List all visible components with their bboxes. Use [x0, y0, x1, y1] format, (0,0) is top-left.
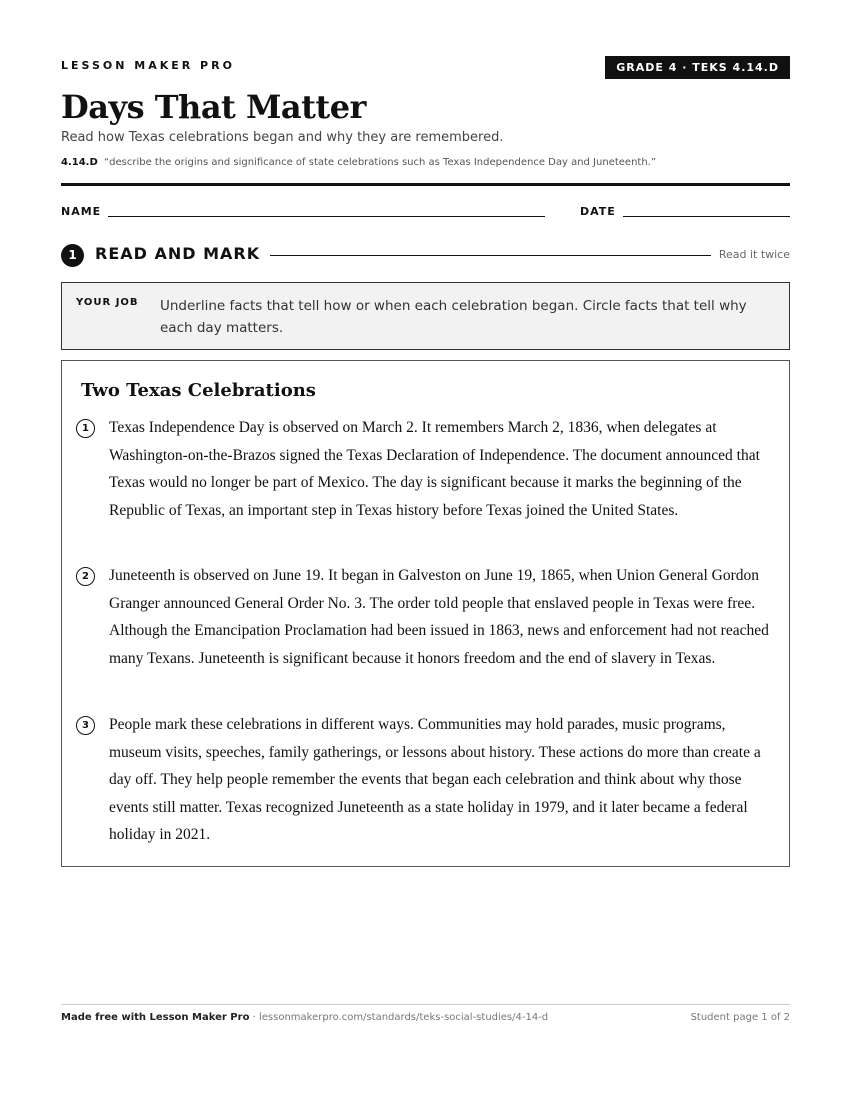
name-date-row: [61, 204, 790, 220]
header-divider: [61, 183, 790, 186]
date-field[interactable]: [623, 216, 790, 217]
section-title: READ AND MARK: [95, 244, 261, 263]
name-field[interactable]: [108, 216, 545, 217]
your-job-instructions: Underline facts that tell how or when each celebration began. Circle facts that tell why each day matters.: [160, 298, 747, 336]
grade-badge: GRADE 4 · TEKS 4.14.D: [605, 56, 790, 79]
reading-passage-box: [61, 360, 790, 867]
your-job-label: YOUR JOB: [76, 297, 139, 308]
date-label: DATE: [580, 205, 616, 218]
standard-line: [61, 157, 656, 168]
footer-separator: ·: [249, 1012, 259, 1023]
paragraph-text[interactable]: Texas Independence Day is observed on March 2. It remembers March 2, 1836, when delegates at Washington-on-the-Brazos signed the Texas Declaration of Independence. The document announced that Texas would no longer be part of Mexico. The day is significant because it marks the beginning of the Republic of Texas, an important step in Texas history before Texas joined the United States.: [109, 419, 760, 519]
standard-text: “describe the origins and significance of state celebrations such as Texas Independence Day and Juneteenth.”: [103, 157, 657, 168]
paragraph-number-badge: 2: [76, 567, 95, 586]
footer-divider: [61, 1004, 790, 1005]
page-title: Days That Matter: [61, 88, 366, 126]
paragraph-number-badge: 1: [76, 419, 95, 438]
step-number-badge: 1: [61, 244, 84, 267]
footer-url[interactable]: lessonmakerpro.com/standards/teks-social-studies/4-14-d: [258, 1012, 549, 1023]
reading-title: Two Texas Celebrations: [81, 380, 316, 401]
your-job-box: [61, 282, 790, 350]
page-header-row: [61, 56, 790, 80]
paragraph-number-badge: 3: [76, 716, 95, 735]
footer-page-info: Student page 1 of 2: [690, 1012, 790, 1023]
section-note: Read it twice: [718, 248, 790, 261]
footer-credit: [61, 1012, 548, 1023]
section-divider: [270, 255, 711, 256]
paragraph-text[interactable]: People mark these celebrations in different ways. Communities may hold parades, music programs, museum visits, speeches, family gatherings, or lessons about history. These actions do more than create a day off. They help people remember the events that began each celebration and think about why those events still matter. Texas recognized Juneteenth as a state holiday in 1979, and it later became a federal holiday in 2021.: [109, 716, 761, 843]
name-label: NAME: [61, 205, 102, 218]
footer-made-with: Made free with Lesson Maker Pro: [61, 1012, 250, 1023]
brand-name: LESSON MAKER PRO: [61, 59, 235, 72]
section-header: [61, 243, 790, 267]
worksheet-page: [61, 0, 790, 1100]
standard-code: 4.14.D: [61, 157, 98, 168]
paragraph-text[interactable]: Juneteenth is observed on June 19. It began in Galveston on June 19, 1865, when Union General Gordon Granger announced General Order No. 3. The order told people that enslaved people in Texas were free. Although the Emancipation Proclamation had been issued in 1863, news and enforcement had not reached many Texans. Juneteenth is significant because it honors freedom and the end of slavery in Texas.: [109, 567, 769, 667]
page-subtitle: Read how Texas celebrations began and why they are remembered.: [61, 130, 504, 145]
